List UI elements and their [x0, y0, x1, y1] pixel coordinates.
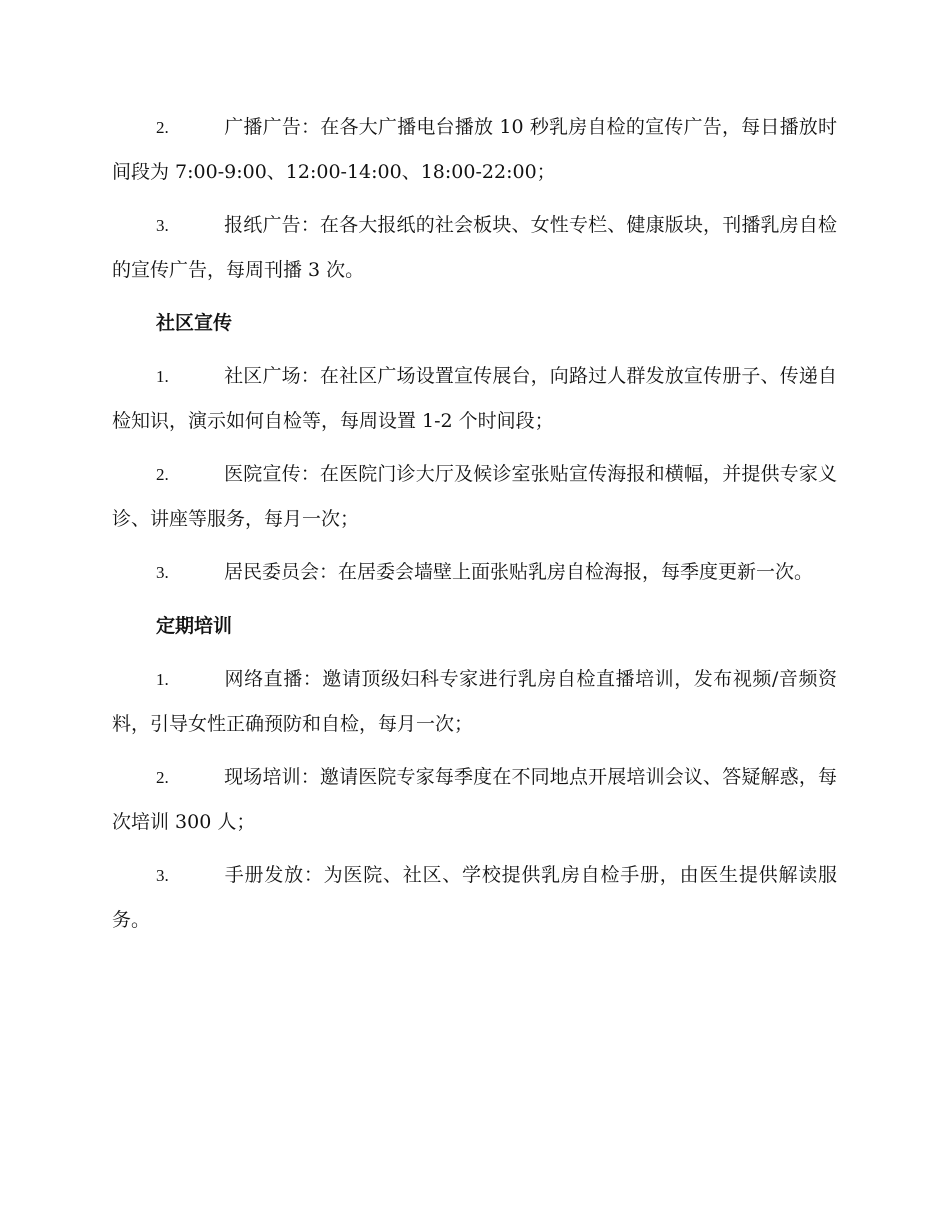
item-number: 2.	[156, 118, 169, 137]
list-item	[112, 203, 837, 292]
list-item	[112, 550, 837, 595]
item-number: 2.	[156, 768, 169, 787]
list-item	[112, 657, 837, 746]
item-number: 1.	[156, 367, 169, 386]
item-number: 1.	[156, 670, 169, 689]
item-text: 社区广场：在社区广场设置宣传展台，向路过人群发放宣传册子、传递自检知识，演示如何自检等，每周设置 1-2 个时间段；	[112, 365, 837, 432]
list-item	[112, 755, 837, 844]
item-number: 2.	[156, 465, 169, 484]
item-text: 医院宣传：在医院门诊大厅及候诊室张贴宣传海报和横幅，并提供专家义诊、讲座等服务，每月一次；	[112, 463, 837, 530]
list-item	[112, 452, 837, 541]
section-heading-training: 定期培训	[156, 615, 233, 637]
item-text: 网络直播：邀请顶级妇科专家进行乳房自检直播培训，发布视频/音频资料，引导女性正确预防和自检，每月一次；	[112, 668, 837, 735]
list-item	[112, 105, 837, 194]
item-number: 3.	[156, 563, 169, 582]
item-text: 手册发放：为医院、社区、学校提供乳房自检手册，由医生提供解读服务。	[112, 864, 837, 931]
item-number: 3.	[156, 216, 169, 235]
section-heading-community: 社区宣传	[156, 312, 233, 334]
list-item	[112, 354, 837, 443]
item-number: 3.	[156, 866, 169, 885]
item-text: 广播广告：在各大广播电台播放 10 秒乳房自检的宣传广告，每日播放时间段为 7:00-9:00、12:00-14:00、18:00-22:00；	[112, 116, 837, 183]
item-text: 居民委员会：在居委会墙壁上面张贴乳房自检海报，每季度更新一次。	[224, 561, 814, 583]
document-page	[112, 105, 837, 951]
item-text: 报纸广告：在各大报纸的社会板块、女性专栏、健康版块，刊播乳房自检的宣传广告，每周刊播 3 次。	[112, 214, 837, 281]
list-item	[112, 853, 837, 942]
item-text: 现场培训：邀请医院专家每季度在不同地点开展培训会议、答疑解惑，每次培训 300 人；	[112, 766, 837, 833]
